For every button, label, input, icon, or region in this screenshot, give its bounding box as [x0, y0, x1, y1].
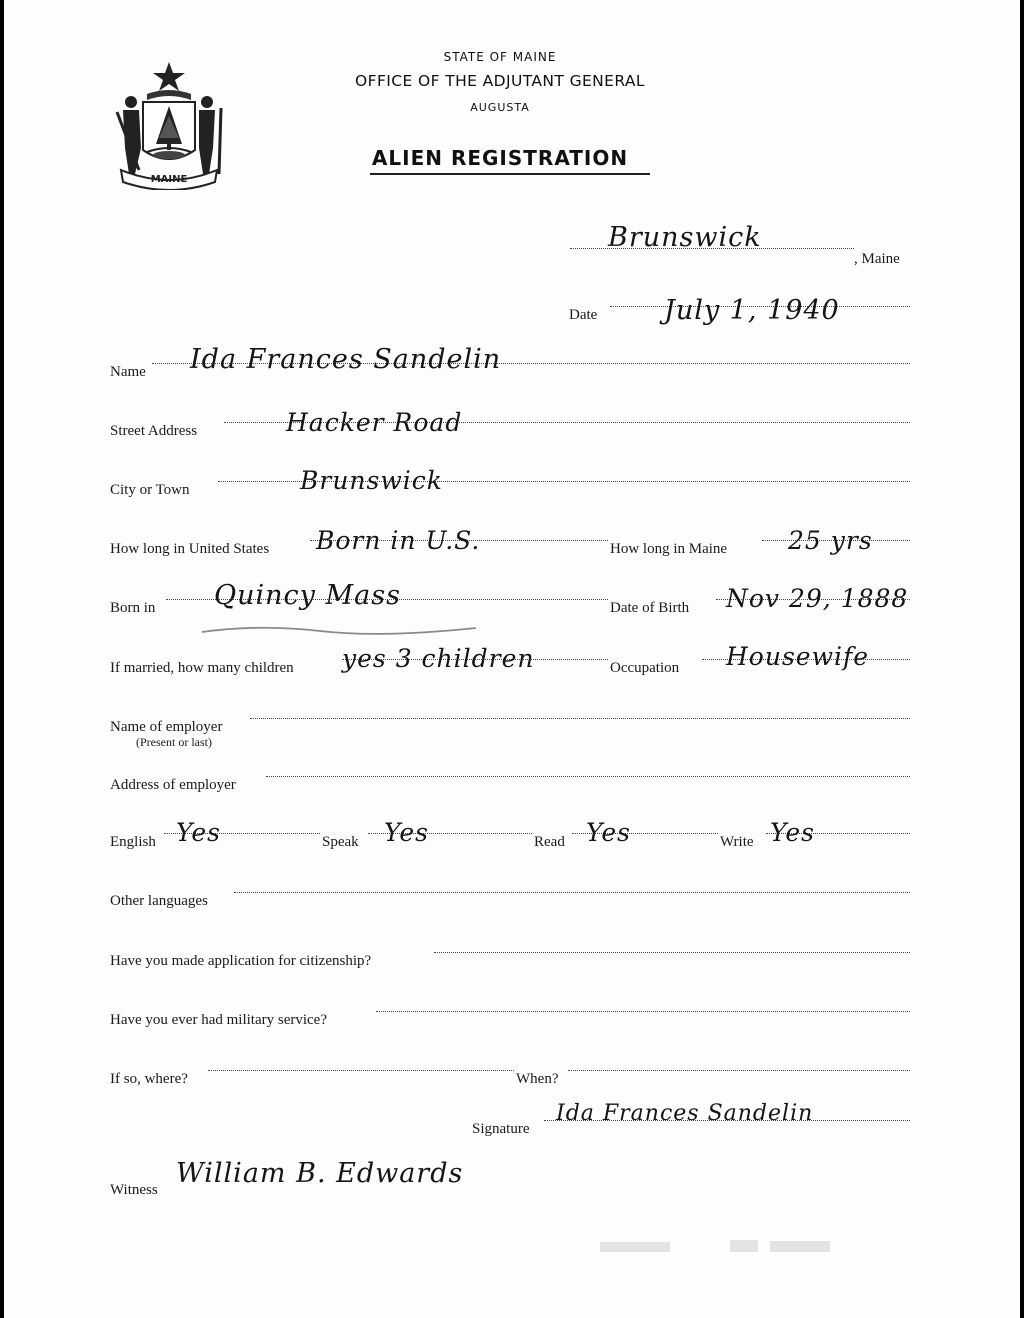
name-value: Ida Frances Sandelin	[190, 344, 502, 375]
city-label: City or Town	[110, 482, 190, 498]
signature-label: Signature	[472, 1121, 530, 1137]
employer-line	[250, 718, 910, 719]
header-city: AUGUSTA	[470, 101, 530, 114]
form-title: ALIEN REGISTRATION	[371, 146, 629, 170]
employer-note: (Present or last)	[136, 735, 212, 749]
dob-label: Date of Birth	[610, 600, 690, 616]
date-value: July 1, 1940	[664, 295, 840, 326]
english-label: English	[110, 834, 156, 850]
employer-label: Name of employer	[110, 719, 223, 735]
maine-years-value: 25 yrs	[788, 526, 873, 555]
where-line	[208, 1070, 514, 1071]
children-label: If married, how many children	[110, 660, 294, 676]
speak-label: Speak	[322, 834, 359, 850]
header-office: OFFICE OF THE ADJUTANT GENERAL	[355, 72, 645, 90]
us-years-label: How long in United States	[110, 541, 270, 557]
children-value: yes 3 children	[342, 644, 535, 673]
military-line	[376, 1011, 910, 1012]
us-years-value: Born in U.S.	[316, 526, 481, 555]
witness-value: William B. Edwards	[176, 1158, 464, 1189]
bleed-through-marks	[600, 1236, 840, 1258]
street-value: Hacker Road	[286, 408, 463, 437]
english-value: Yes	[176, 818, 221, 847]
other-languages-line	[234, 892, 910, 893]
maine-label: , Maine	[854, 251, 900, 267]
date-label: Date	[569, 307, 598, 323]
born-in-value: Quincy Mass	[214, 580, 401, 611]
seal-banner-text: MAINE	[150, 174, 188, 185]
employer-address-label: Address of employer	[110, 777, 236, 793]
title-underline	[370, 173, 650, 175]
other-languages-label: Other languages	[110, 893, 208, 909]
speak-value: Yes	[384, 818, 429, 847]
when-label: When?	[516, 1071, 559, 1087]
city-value: Brunswick	[300, 466, 443, 495]
maine-state-seal-icon	[109, 58, 229, 190]
name-label: Name	[110, 364, 146, 380]
alien-registration-form	[4, 0, 1020, 1318]
street-label: Street Address	[110, 423, 198, 439]
write-value: Yes	[770, 818, 815, 847]
citizenship-label: Have you made application for citizenship?	[110, 953, 372, 969]
dob-value: Nov 29, 1888	[726, 584, 909, 613]
witness-label: Witness	[110, 1182, 158, 1198]
write-label: Write	[720, 834, 754, 850]
when-line	[568, 1070, 910, 1071]
where-label: If so, where?	[110, 1071, 188, 1087]
read-value: Yes	[586, 818, 631, 847]
read-label: Read	[534, 834, 565, 850]
employer-address-line	[266, 776, 910, 777]
born-in-label: Born in	[110, 600, 156, 616]
citizenship-line	[434, 952, 910, 953]
town-value: Brunswick	[608, 222, 762, 253]
occupation-value: Housewife	[726, 642, 870, 671]
maine-years-label: How long in Maine	[610, 541, 728, 557]
military-label: Have you ever had military service?	[110, 1012, 327, 1028]
header-state: STATE OF MAINE	[443, 50, 557, 64]
occupation-label: Occupation	[610, 660, 680, 676]
pencil-underline	[200, 622, 480, 638]
signature-value: Ida Frances Sandelin	[556, 1101, 814, 1126]
